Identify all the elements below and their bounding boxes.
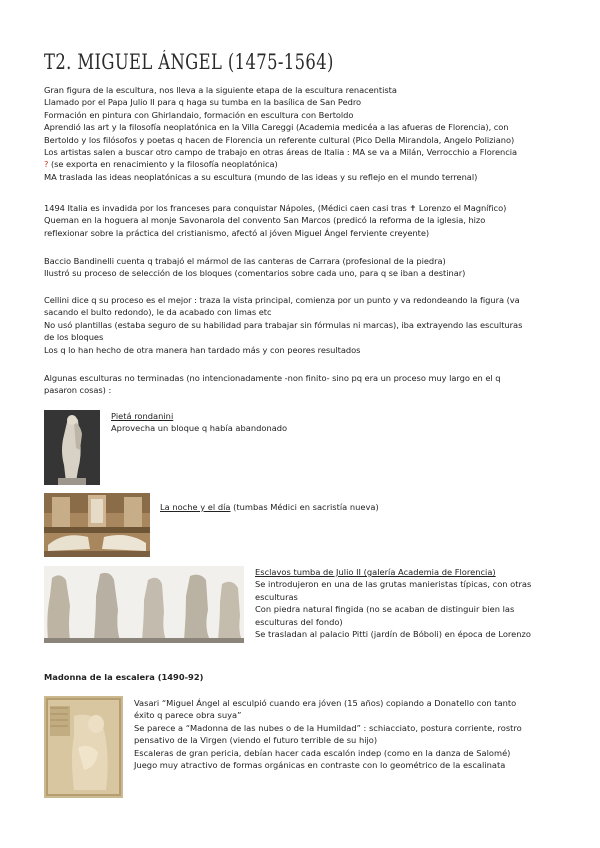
- pieta-caption: [111, 410, 287, 435]
- cellini-line: No usó plantillas (estaba seguro de su habilidad para trabajar sin fórmulas ni marcas), iba extrayendo las esculturas: [44, 319, 523, 330]
- noche-dia-image: [44, 493, 150, 557]
- question-mark: ?: [44, 159, 49, 170]
- intro-line: MA traslada las ideas neoplatónicas a su escultura (mundo de las ideas y su reflejo en el mundo terrenal): [44, 171, 478, 182]
- medici-tomb-icon: [44, 493, 150, 557]
- unfinished-paragraph: [44, 372, 564, 397]
- intro-line: Los artistas salen a buscar otro campo de trabajo en otras áreas de Italia : MA se va a Milán, Verrocchio a Florencia: [44, 147, 518, 158]
- intro-line: Aprendió las art y la filosofía neoplatónica en la Villa Careggi (Academia medicéa a las afueras de Florencia), con: [44, 122, 509, 133]
- madonna-escalera-image: [44, 696, 123, 798]
- intro-line-with-mark: [44, 158, 564, 170]
- noche-caption: [160, 501, 379, 513]
- pieta-text: Aprovecha un bloque q había abandonado: [111, 423, 288, 434]
- intro-line: Formación en pintura con Ghirlandaio, formación en escultura con Bertoldo: [44, 109, 354, 120]
- unfinished-line: Algunas esculturas no terminadas (no intencionadamente -non finito- sino pq era un proceso muy largo en el q: [44, 373, 501, 383]
- madonna-line: Se parece a “Madonna de las nubes o de la Humildad” : schiacciato, postura corriente, rostro: [134, 722, 522, 733]
- cellini-line: sacando el bulto redondo), le da acabado con limas etc: [44, 307, 272, 318]
- history-line: Queman en la hoguera al monje Savonarola del convento San Marcos (predicó la reforma de la iglesia, hizo: [44, 215, 486, 226]
- madonna-heading: Madonna de la escalera (1490-92): [44, 672, 204, 682]
- intro-paragraph: [44, 84, 564, 183]
- esclavos-line: Se trasladan al palacio Pitti (jardín de Bóboli) en época de Lorenzo: [255, 629, 531, 640]
- intro-line: Gran figura de la escultura, nos lleva a la siguiente etapa de la escultura renacentista: [44, 85, 397, 95]
- intro-line: Llamado por el Papa Julio II para q haga su tumba en la basílica de San Pedro: [44, 97, 362, 108]
- esclavos-caption: [255, 566, 531, 640]
- intro-line: Bertoldo y los filósofos y poetas q hacen de Florencia un referente cultural (Pico Della Mirandola, Angelo Poliziano): [44, 134, 515, 145]
- cellini-line: Los q lo han hecho de otra manera han tardado más y con peores resultados: [44, 344, 361, 355]
- cellini-line: Cellini dice q su proceso es el mejor : traza la vista principal, comienza por un punto y va redondeando la figura (va: [44, 295, 520, 305]
- history-line: 1494 Italia es invadida por los franceses para conquistar Nápoles, (Médici caen casi tras ✝ Lorenzo el Magnífico): [44, 203, 507, 213]
- history-line: reflexionar sobre la práctica del cristianismo, afectó al jóven Miguel Ángel ferviente creyente): [44, 227, 430, 238]
- esclavos-title: Esclavos tumba de Julio II (galería Academia de Florencia): [255, 567, 496, 577]
- pieta-title: Pietá rondanini: [111, 411, 174, 421]
- carrara-line: Baccio Bandinelli cuenta q trabajó el mármol de las canteras de Carrara (profesional de la piedra): [44, 256, 446, 266]
- pieta-rondanini-image: [44, 410, 100, 485]
- madonna-line: éxito q parece obra suya”: [134, 710, 242, 721]
- pieta-sculpture-icon: [44, 410, 100, 485]
- unfinished-line: pasaron cosas) :: [44, 385, 112, 396]
- esclavos-line: esculturas del fondo): [255, 616, 343, 627]
- carrara-paragraph: [44, 255, 564, 280]
- esclavos-line: esculturas: [255, 591, 298, 602]
- madonna-relief-icon: [44, 696, 123, 798]
- page-title: T2. MIGUEL ÁNGEL (1475-1564): [44, 50, 334, 74]
- history-paragraph: [44, 202, 564, 239]
- noche-text: (tumbas Médici en sacristía nueva): [230, 502, 379, 512]
- madonna-line: Vasari “Miguel Ángel al esculpió cuando era jóven (15 años) copiando a Donatello con tanto: [134, 698, 517, 708]
- carrara-line: Ilustró su proceso de selección de los bloques (comentarios sobre cada uno, para q se iban a destinar): [44, 268, 466, 279]
- cellini-paragraph: [44, 294, 564, 356]
- madonna-line: Escaleras de gran pericia, debían hacer cada escalón indep (como en la danza de Salomé): [134, 747, 511, 758]
- esclavos-line: Se introdujeron en una de las grutas manieristas típicas, con otras: [255, 579, 532, 590]
- madonna-caption: [134, 697, 522, 771]
- cellini-line: de los bloques: [44, 332, 104, 343]
- esclavos-sculptures-icon: [44, 566, 244, 643]
- esclavos-line: Con piedra natural fingida (no se acaban de distinguir bien las: [255, 604, 515, 615]
- noche-title: La noche y el día: [160, 502, 231, 512]
- madonna-line: Juego muy atractivo de formas orgánicas en contraste con lo geométrico de la escalinata: [134, 760, 506, 771]
- esclavos-image: [44, 566, 244, 643]
- intro-line: (se exporta en renacimiento y la filosofía neoplatónica): [50, 159, 278, 170]
- madonna-line: pensativo de la Virgen (viendo el futuro terrible de su hijo): [134, 735, 378, 746]
